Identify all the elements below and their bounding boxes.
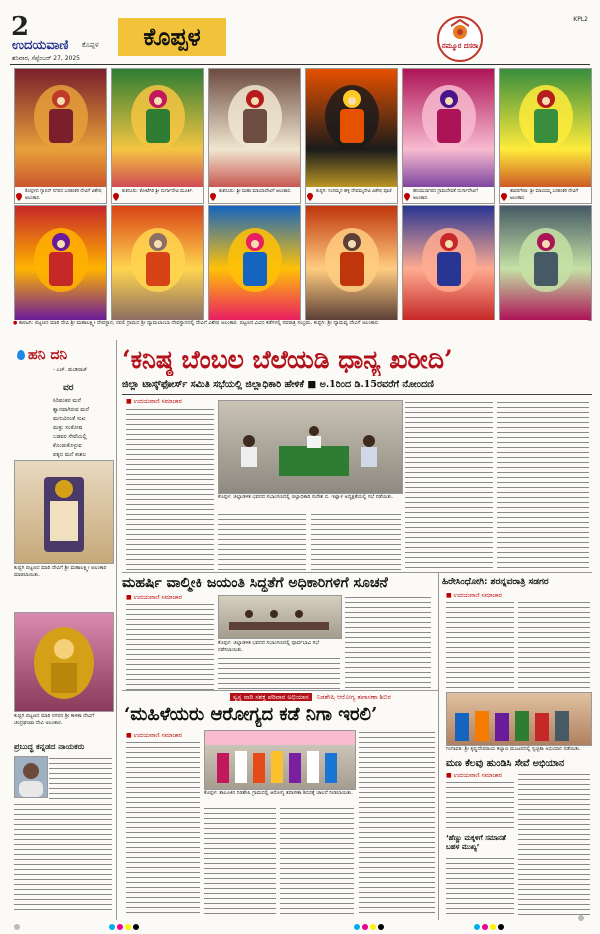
poem-title: ವರ <box>63 383 74 393</box>
deity-figure-icon <box>31 79 91 151</box>
registration-dot-icon <box>578 915 584 921</box>
obit-heading: ಪ್ರಬುದ್ಧ ಕನ್ನಡದ ನಾಯಕರು <box>14 742 85 751</box>
map-pin-icon <box>113 193 119 201</box>
health-kicker-2: ನಿಡಶೇಷಿ ಆರೋಗ್ಯ ತಪಾಸಣಾ ಶಿಬಿರ <box>316 693 391 701</box>
festival-photo <box>111 68 204 204</box>
page-number: 2 <box>11 12 30 42</box>
paper-name: ಉದಯವಾಣಿ <box>12 38 69 53</box>
obit-text <box>49 756 112 800</box>
deity-figure-icon <box>225 222 285 294</box>
campaign-col-2 <box>518 772 590 916</box>
meeting-scene-icon <box>219 401 402 493</box>
campaign-col-1 <box>446 780 514 832</box>
deity-figure-icon <box>516 222 576 294</box>
dasara-logo <box>437 16 483 62</box>
right-story-col-2 <box>518 600 590 690</box>
registration-dot-icon <box>117 924 123 930</box>
registration-dot-icon <box>14 924 20 930</box>
registration-dot-icon <box>378 924 384 930</box>
festival-photo <box>111 205 204 321</box>
deity-figure-icon <box>31 222 91 294</box>
lead-subhead: ಜಿಲ್ಲಾ ಟಾಸ್ಕ್‌ಫೋರ್ಸ್ ಸಮಿತಿ ಸಭೆಯಲ್ಲಿ ಜಿಲ್ಲಾಧಿಕಾರಿ ಹೇಳಿಕೆ ■ ಅ.1ರಿಂದ ಡಿ.15ರವರೆಗೆ ನೋಂದಣಿ <box>122 379 434 390</box>
poem-line: ಮಗುವಿನಂತೆ ಸುಖ <box>53 416 86 422</box>
left-photo-2 <box>14 612 114 712</box>
right-story-col-1 <box>446 600 514 690</box>
valmiki-headline: ಮಹರ್ಷಿ ವಾಲ್ಮೀಕಿ ಜಯಂತಿ ಸಿದ್ಧತೆಗೆ ಅಧಿಕಾರಿಗಳಿಗೆ ಸೂಚನೆ <box>122 575 388 591</box>
registration-dot-icon <box>370 924 376 930</box>
valmiki-col-1 <box>126 602 214 690</box>
obit-portrait <box>14 756 48 798</box>
campaign-byline: ■ ಉದಯವಾಣಿ ಸಮಾಚಾರ <box>446 772 502 779</box>
festival-photo <box>208 68 301 204</box>
registration-dot-icon <box>482 924 488 930</box>
registration-dot-icon <box>490 924 496 930</box>
health-kicker-1: ಸ್ವಸ್ಥ ನಾರಿ ಸಶಕ್ತ ಪರಿವಾರ ಅಭಿಯಾನ <box>230 693 312 701</box>
registration-dot-icon <box>109 924 115 930</box>
photo-caption-text: ಹನುಮಸಾಗರದ ಗ್ರಾಮದೇವತೆ ದುರ್ಗಾದೇವಿಗೆ ಅಲಂಕಾರ. <box>413 189 478 201</box>
deity-figure-icon <box>34 467 94 557</box>
health-kicker <box>230 692 430 703</box>
deity-figure-icon <box>322 79 382 151</box>
meeting-scene-icon <box>219 596 341 638</box>
festival-photo <box>402 205 495 321</box>
registration-dot-icon <box>474 924 480 930</box>
poem-line: ಮತ್ತು ಸಂತೋಷ <box>53 425 83 431</box>
deity-figure-icon <box>516 79 576 151</box>
photo-caption <box>306 187 397 203</box>
registration-dot-icon <box>133 924 139 930</box>
health-camp-scene-icon <box>205 731 355 789</box>
festival-photo <box>208 205 301 321</box>
health-byline: ■ ಉದಯವಾಣಿ ಸಮಾಚಾರ <box>126 732 182 739</box>
valmiki-photo-caption: ಕೊಪ್ಪಳ: ಜಿಲ್ಲಾಡಳಿತ ಭವನದ ಸಭಾಂಗಣದಲ್ಲಿ ಪೂರ್ವಭಾವಿ ಸಭೆ ನಡೆಸಲಾಯಿತು. <box>218 640 319 653</box>
obit-text-2 <box>14 802 112 914</box>
lead-headline: ‘ಕನಿಷ್ಠ ಬೆಂಬಲ ಬೆಲೆಯಡಿ ಧಾನ್ಯ ಖರೀದಿ’ <box>122 345 453 374</box>
date-line: ಶನಿವಾರ, ಸೆಪ್ಟೆಂಬರ್ 27, 2025 <box>12 55 80 62</box>
registration-dot-icon <box>498 924 504 930</box>
masthead-rule <box>10 64 590 65</box>
festival-photo <box>499 68 592 204</box>
lead-col-1 <box>126 407 214 535</box>
photo-caption <box>15 187 106 203</box>
photo-row-2-caption-text: ಕಾರಟಗಿ: ಪಟ್ಟಣದ ಮಾರಿ ದೇವಿ ಶ್ರೀ ಮಹಾಲಕ್ಷ್ಮೀ ದೇವಸ್ಥಾನ, ನವಲಿ ಗ್ರಾಮದ ಶ್ರೀ ದ್ಯಾಮಲಾಂಬಾ ದೇವಸ್ಥಾನದಲ್ಲಿ ದೇವಿಗೆ ವಿಶೇಷ ಅಲಂಕಾರ. ಪಟ್ಟಣದ ವಿವಿಧ ಕಡೆಗಳಲ್ಲಿ ನವರಾತ್ರಿ ಸಂಭ್ರಮ. ಕುಷ್ಟಗಿ: ಶ್ರೀ ದ್ಯಾಮವ್ವ ದೇವಿಗೆ ಅಲಂಕಾರ. <box>18 320 380 326</box>
lead-photo-caption: ಕೊಪ್ಪಳ: ಜಿಲ್ಲಾಡಳಿತ ಭವನದ ಸಭಾಂಗಣದಲ್ಲಿ ಜಿಲ್ಲಾಧಿಕಾರಿ ಸುರೇಶ ಬಿ. ಇಟ್ನಾಳ ಅಧ್ಯಕ್ಷತೆಯಲ್ಲಿ ಸಭೆ ನಡೆಯಿತು. <box>218 494 394 500</box>
registration-dot-icon <box>362 924 368 930</box>
poem-line: ಕೊಂಡುಕೊಳ್ಳುವ <box>53 443 82 449</box>
valmiki-photo <box>218 595 342 639</box>
map-pin-icon <box>16 193 22 201</box>
festival-photo <box>14 205 107 321</box>
lead-byline: ■ ಉದಯವಾಣಿ ಸಮಾಚಾರ <box>126 398 182 405</box>
festival-photo <box>305 68 398 204</box>
edition-note: ಕೊಪ್ಪಳ <box>82 41 99 49</box>
lead-col-3 <box>311 512 401 572</box>
lead-col-2 <box>218 512 306 572</box>
right-story-photo-caption: ಗಂಗಾವತಿ: ಶ್ರೀ ಕೃಷ್ಣದೇವರಾಯ ಕಲ್ಯಾಣ ಮಂಟಪದಲ್ಲಿ ಸ್ವಚ್ಛತಾ ಅಭಿಯಾನ ನಡೆಯಿತು. <box>446 746 581 752</box>
hani-dani-box <box>13 345 109 458</box>
deity-figure-icon <box>29 623 99 703</box>
column-rule <box>438 572 439 920</box>
portrait-icon <box>15 757 47 797</box>
campaign-headline: ಮಣ ಕೆಲವು ಹುಂಡಿಸಿ ಸೇವೆ ಅಭಿಯಾನ <box>446 758 565 769</box>
campaign-col-3 <box>446 856 514 916</box>
valmiki-col-2 <box>218 656 340 690</box>
lead-rule <box>122 394 592 395</box>
group-scene-icon <box>447 693 591 745</box>
map-pin-icon <box>210 193 216 201</box>
left-photo-1 <box>14 460 114 564</box>
registration-dot-icon <box>125 924 131 930</box>
poem-line: ಬಡವರ ಸೇವೆಯಲ್ಲಿ <box>53 434 87 440</box>
poem-line: ಶ್ವಾನವಾಗಿರುವ ಮನೆ <box>53 407 89 413</box>
section-title-box <box>118 18 226 56</box>
photo-row-2-caption <box>13 320 588 334</box>
valmiki-col-3 <box>345 595 431 690</box>
deity-figure-icon <box>419 222 479 294</box>
drop-icon <box>17 350 25 360</box>
photo-caption <box>209 187 300 203</box>
deity-figure-icon <box>419 79 479 151</box>
column-rule <box>116 340 117 920</box>
photo-caption-text: ಕುಕನೂರು: ಶ್ರೀ ಮಹಾ ಮಾಯಾದೇವಿಗೆ ಅಲಂಕಾರ. <box>219 189 292 194</box>
deity-figure-icon <box>128 79 188 151</box>
left-caption-2: ಕುಷ್ಟಗಿ ಪಟ್ಟಣದ ಮಾರಿ ನಗರದ ಶ್ರೀ ಕಾಳಿಕಾ ದೇವಿಗೆ ಚಂದ್ರಘಂಟಾ ದೇವಿ ಅಲಂಕಾರ. <box>14 713 95 726</box>
health-photo-caption: ಕೊಪ್ಪಳ: ತಾಲೂಕಿನ ನಿಡಶೇಷಿ ಗ್ರಾಮದಲ್ಲಿ ಆರೋಗ್ಯ ತಪಾಸಣಾ ಶಿಬಿರಕ್ಕೆ ಚಾಲನೆ ನೀಡಲಾಯಿತು. <box>204 790 353 796</box>
health-col-1 <box>126 740 200 916</box>
lead-col-4 <box>405 400 493 572</box>
lead-col-5 <box>497 400 589 572</box>
poem-line: ಸಿರಿವಂತರ ಮನೆ <box>53 398 81 404</box>
right-story-headline: ಹಿರೇಸಿಂಧೋಗಿ: ಶರನ್ನವರಾತ್ರಿ ಸಡಗರ <box>442 577 549 587</box>
poem-line: ಪಕ್ಕದ ಮನೆ ಕುಶಲ <box>53 452 86 458</box>
map-pin-icon <box>404 193 410 201</box>
column-rule <box>122 572 592 573</box>
map-pin-icon: ● <box>13 320 18 326</box>
photo-caption <box>500 187 591 203</box>
deity-figure-icon <box>128 222 188 294</box>
festival-photo <box>305 205 398 321</box>
festival-photo <box>402 68 495 204</box>
photo-caption-text: ಕುಕನೂರು: ಕೋಟೆಗಿರಿ ಶ್ರೀ ದುರ್ಗಾದೇವಿ ಮೂರ್ತಿ. <box>122 189 194 194</box>
health-photo <box>204 730 356 790</box>
photo-caption <box>112 187 203 203</box>
poem-lines <box>53 397 89 460</box>
valmiki-byline: ■ ಉದಯವಾಣಿ ಸಮಾಚಾರ <box>126 594 182 601</box>
dasara-logo-text: ನಮ್ಮೂರ ದಸರಾ <box>441 42 479 50</box>
right-story-byline: ■ ಉದಯವಾಣಿ ಸಮಾಚಾರ <box>446 592 502 599</box>
health-col-2 <box>204 806 276 916</box>
map-pin-icon <box>501 193 507 201</box>
dasara-emblem-icon <box>439 18 481 60</box>
registration-marks <box>14 915 586 923</box>
deity-figure-icon <box>322 222 382 294</box>
photo-caption-text: ಕೊಪ್ಪಳದ ಗ್ಯಾಲಿಸ್ ನಗರದ ಬನಶಂಕರಿ ದೇವಿಗೆ ವಿಶೇಷ ಅಲಂಕಾರ. <box>25 189 102 201</box>
health-col-4 <box>359 730 435 916</box>
registration-dot-icon <box>354 924 360 930</box>
page-code: KPL2 <box>573 16 588 23</box>
festival-photo <box>499 205 592 321</box>
left-caption-1: ಕುಷ್ಟಗಿ ಪಟ್ಟಣದ ಮಾರಿ ದೇವಿಗೆ ಶ್ರೀ ಮಹಾಲಕ್ಷ್ಮೀ ಅಲಂಕಾರ ಮಾಡಲಾಯಿತು. <box>14 565 107 578</box>
column-rule <box>122 690 438 691</box>
photo-caption <box>403 187 494 203</box>
map-pin-icon <box>307 193 313 201</box>
section-title: ಕೊಪ್ಪಳ <box>143 23 201 51</box>
festival-photo <box>14 68 107 204</box>
lead-col-1b <box>126 537 214 572</box>
health-headline: ‘ಮಹಿಳೆಯರು ಆರೋಗ್ಯದ ಕಡೆ ನಿಗಾ ಇರಲಿ’ <box>124 704 378 725</box>
health-col-3 <box>280 806 354 916</box>
photo-caption-text: ತಾವರಗೇರಾ: ಶ್ರೀ ಮಾಯಮ್ಮ ಬನಶಂಕರಿ ದೇವಿಗೆ ಅಲಂಕಾರ. <box>510 189 579 201</box>
lead-photo <box>218 400 403 494</box>
campaign-pullquote: ‘ಹೆಣ್ಣು ಮಕ್ಕಳಿಗೆ ಸಮಾನತೆ ಬಹಳ ಮುಖ್ಯ’ <box>446 834 506 851</box>
right-story-photo <box>446 692 592 746</box>
deity-figure-icon <box>225 79 285 151</box>
hani-title: ಹನಿ ದನಿ <box>28 347 68 363</box>
hani-author: - ಎಚ್. ಡುಂಡಿರಾಜ್ <box>53 367 88 373</box>
photo-caption-text: ಕುಷ್ಟಗಿ: ನಿಂಗಮ್ಮನ ಹಳ್ಳಿ ದೇವಮ್ಮದೇವಿ ವಿಶೇಷ ಪೂಜೆ <box>316 189 392 194</box>
